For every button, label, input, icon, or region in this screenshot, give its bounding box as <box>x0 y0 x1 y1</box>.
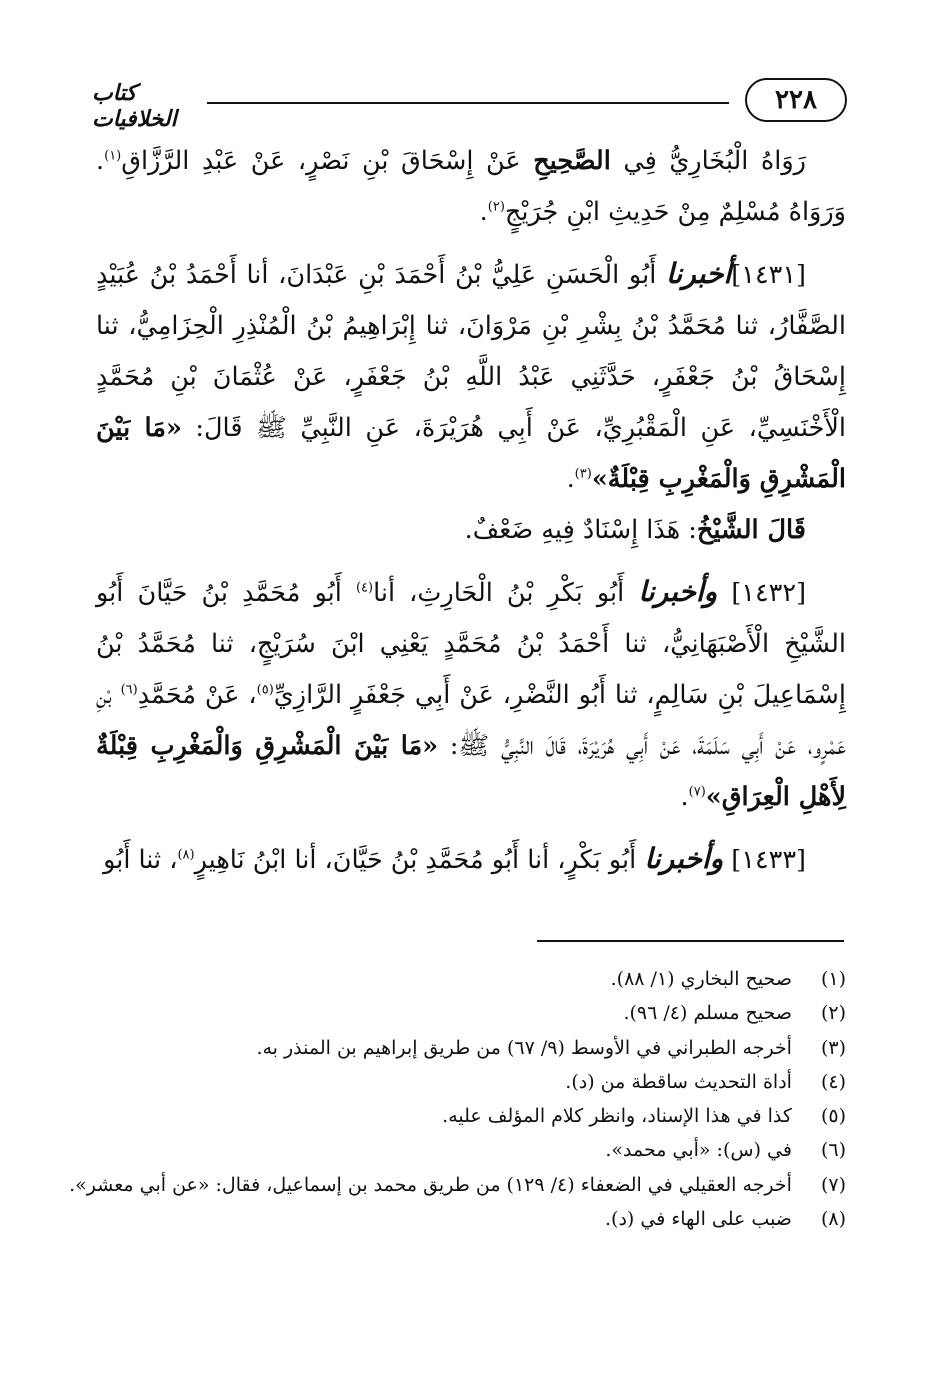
footnote-number: (٦) <box>820 1139 846 1162</box>
footnote-number: (٧) <box>820 1173 846 1196</box>
shaykh-comment: قَالَ الشَّيْخُ: هَذَا إِسْنَادٌ فِيهِ ضَعْفٌ. <box>464 515 806 545</box>
shaykh-label: قَالَ الشَّيْخُ <box>696 515 806 545</box>
footnote-ref-8[interactable]: (٨) <box>177 847 195 863</box>
footnote-item: (٤) أداة التحديث ساقطة من (د). <box>96 1065 846 1099</box>
footnote-ref-5[interactable]: (٥) <box>256 682 274 698</box>
page-header <box>92 78 847 132</box>
book-name-sahih: الصَّحِيحِ <box>533 146 611 176</box>
footnote-number: (٢) <box>820 1002 846 1025</box>
footnote-number: (٨) <box>820 1208 846 1231</box>
hadith-matn: «مَا بَيْنَ الْمَشْرِقِ وَالْمَغْرِبِ قِبْلَةٌ لِأَهْلِ الْعِرَاقِ» <box>96 731 846 812</box>
hadith-1433: [١٤٣٣] وأخبرنا أَبُو بَكْرٍ، أنا أَبُو مُحَمَّدِ بْنُ حَيَّانَ، أنا ابْنُ نَاهِيرٍ$^{(٨)}$، ثنا أَبُو <box>103 842 806 875</box>
hadith-number: [١٤٣١] <box>731 260 806 290</box>
footnote-ref-7[interactable]: (٧) <box>688 784 706 800</box>
footnote-ref-3[interactable]: (٣) <box>574 466 592 482</box>
footnote-item: (١) صحيح البخاري (١/ ٨٨). <box>96 962 846 996</box>
footnote-ref-2[interactable]: (٢) <box>487 199 505 215</box>
footnote-item: (٢) صحيح مسلم (٤/ ٩٦). <box>96 996 846 1030</box>
footnote-separator <box>537 940 844 942</box>
page-number: ٢٢٨ <box>745 78 847 122</box>
hadith-number: [١٤٣٣] <box>731 845 806 875</box>
footnote-item: (٦) في (س): «أبي محمد». <box>96 1133 846 1167</box>
footnote-item: (٨) ضبب على الهاء في (د). <box>96 1202 846 1236</box>
book-title: كتاب الخلافيات <box>92 80 177 132</box>
hadith-1432: [١٤٣٢] وأخبرنا أَبُو بَكْرِ بْنُ الْحَارِثِ، أنا$^{(٤)}$ أَبُو مُحَمَّدِ بْنُ حَيَّانَ أَبُو الشَّيْخِ الْأَصْبَهَانِيُّ، ثنا أَحْمَدُ بْنُ مُحَمَّدٍ يَعْنِي ابْنَ سُرَيْجٍ، ثنا مُحَمَّدُ بْنُ إِسْمَاعِيلَ بْنِ سَالِمٍ، ثنا أَبُو النَّضْرِ، عَنْ أَبِي جَعْفَرٍ الرَّازِيِّ$^{(٥)}$، عَنْ مُحَمَّدِ$^{(٦)}$ بْنِ عَمْرٍو، عَنْ أَبِي سَلَمَةَ، عَنْ أَبِي هُرَيْرَةَ، قَالَ النَّبِيُّ ﷺ: «مَا بَيْنَ الْمَشْرِقِ وَالْمَغْرِبِ قِبْلَةٌ لِأَهْلِ الْعِرَاقِ»$^{(٧)}$. <box>96 575 846 812</box>
footnotes <box>69 962 846 1236</box>
header-rule <box>207 102 729 104</box>
hadith-matn: «مَا بَيْنَ الْمَشْرِقِ وَالْمَغْرِبِ قِبْلَةٌ» <box>96 413 846 494</box>
main-text <box>96 136 846 886</box>
footnote-item: (٣) أخرجه الطبراني في الأوسط (٩/ ٦٧) من طريق إبراهيم بن المنذر به. <box>96 1031 846 1065</box>
hadith-1431: [١٤٣١]أخبرنا أَبُو الْحَسَنِ عَلِيُّ بْنُ أَحْمَدَ بْنِ عَبْدَانَ، أنا أَحْمَدُ بْنُ عُبَيْدٍ الصَّفَّارُ، ثنا مُحَمَّدُ بْنُ بِشْرِ بْنِ مَرْوَانَ، ثنا إِبْرَاهِيمُ بْنُ الْمُنْذِرِ الْحِزَامِيُّ، ثنا إِسْحَاقُ بْنُ جَعْفَرٍ، حَدَّثَنِي عَبْدُ اللَّهِ بْنُ جَعْفَرٍ، عَنْ عُثْمَانَ بْنِ مُحَمَّدٍ الْأَخْنَسِيِّ، عَنِ الْمَقْبُرِيِّ، عَنْ أَبِي هُرَيْرَةَ، عَنِ النَّبِيِّ ﷺ قَالَ: «مَا بَيْنَ الْمَشْرِقِ وَالْمَغْرِبِ قِبْلَةٌ»$^{(٣)}$. <box>96 257 847 494</box>
hadith-number: [١٤٣٢] <box>731 578 807 608</box>
footnote-ref-1[interactable]: (١) <box>104 148 122 164</box>
footnote-number: (١) <box>820 968 846 990</box>
footnote-number: (٥) <box>820 1105 846 1128</box>
akhbarana-label: وأخبرنا <box>644 842 724 875</box>
footnote-ref-6[interactable]: (٦) <box>120 682 138 698</box>
footnote-item: (٧) أخرجه العقيلي في الضعفاء (٤/ ١٢٩) من طريق محمد بن إسماعيل، فقال: «عن أبي معشر». <box>96 1168 846 1202</box>
footnote-ref-4[interactable]: (٤) <box>355 580 374 596</box>
footnote-item: (٥) كذا في هذا الإسناد، وانظر كلام المؤلف عليه. <box>96 1099 846 1133</box>
paragraph-narration: رَوَاهُ الْبُخَارِيُّ فِي الصَّحِيحِ عَنْ إِسْحَاقَ بْنِ نَصْرٍ، عَنْ عَبْدِ الرَّزَّاقِ$^{(١)}$. وَرَوَاهُ مُسْلِمٌ مِنْ حَدِيثِ ابْنِ جُرَيْجٍ$^{(٢)}$. <box>96 146 846 227</box>
footnote-number: (٣) <box>820 1036 846 1059</box>
akhbarana-label: وأخبرنا <box>638 575 718 608</box>
akhbarana-label: أخبرنا <box>665 257 732 290</box>
footnote-number: (٤) <box>820 1070 846 1093</box>
